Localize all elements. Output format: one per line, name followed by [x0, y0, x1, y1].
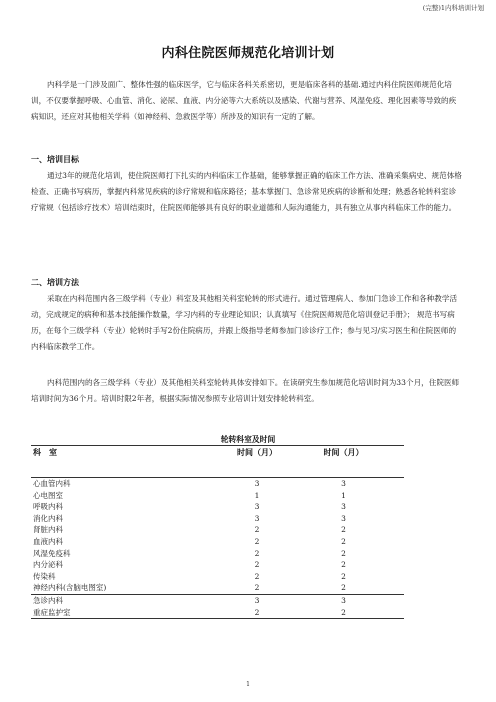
- cell-department: 血液内科: [33, 536, 63, 546]
- cell-time-1: 2: [231, 607, 283, 619]
- column-header-time-1: 时间（月）: [231, 446, 283, 478]
- cell-time-2: 2: [283, 582, 404, 594]
- methods-paragraph-1: 采取在内科范围内各三级学科（专业）科室及其他相关科室轮转的形式进行。通过管理病人、参加门急诊工作和各种教学活动，完成规定的病种和基本技能操作数量，学习内科的专业理论知识；认真填写《住院医师规范化培训登记手册》； 规范书写病历，在每个三级学科（专业）轮转时手写2份住院病历，并跟上级指导老师参加门诊诊疗工作；参与见习/实习医生和住院医师的内科临床教学工作。: [31, 294, 458, 351]
- table-row: [31, 559, 404, 571]
- table-row: [31, 490, 404, 502]
- cell-time-2: 2: [341, 525, 346, 535]
- table-row: [31, 478, 404, 490]
- cell-time-1: 2: [231, 582, 283, 594]
- cell-time-1: 3: [254, 595, 260, 605]
- goals-paragraph: 通过3年的规范化培训，使住院医师打下扎实的内科临床工作基础，能够掌握正确的临床工作方法、准确采集病史、规范体格检查、正确书写病历，掌握内科常见疾病的诊疗常规和临床路径；基本掌握门、急诊常见疾病的诊断和处理；熟悉各轮转科室诊疗常规（包括诊疗技术）培训结束时，住院医师能够具有良好的职业道德和人际沟通能力，具有独立从事内科临床工作的能力。: [31, 171, 462, 212]
- table-row: [31, 513, 404, 525]
- page-header: (完整)1内科培训计划: [422, 4, 484, 12]
- cell-time-1: 2: [254, 571, 260, 581]
- table-row: [31, 571, 404, 583]
- table-row: [31, 548, 404, 560]
- cell-time-1: 2: [254, 536, 260, 546]
- cell-time-2: 2: [341, 548, 346, 558]
- cell-time-1: 3: [254, 479, 260, 488]
- table-header-row: [31, 446, 404, 478]
- cell-time-1: 2: [254, 560, 260, 570]
- cell-department: 急诊内科: [33, 595, 63, 605]
- cell-time-1: 2: [254, 548, 260, 558]
- cell-time-1: 3: [254, 502, 260, 512]
- cell-department: 心电图室: [33, 490, 63, 500]
- cell-time-1: 3: [254, 513, 260, 523]
- cell-department: 神经内科(含脑电图室): [31, 582, 231, 594]
- table-row: [31, 594, 404, 606]
- table-row: [31, 607, 404, 619]
- table-title: 轮转科室及时间: [220, 435, 276, 444]
- table-body: [31, 478, 404, 619]
- section-heading-goals: 一、培训目标: [31, 155, 79, 164]
- cell-time-2: 3: [341, 479, 346, 488]
- cell-time-2: 2: [283, 607, 404, 619]
- cell-time-2: 3: [341, 502, 346, 512]
- cell-time-2: 3: [341, 595, 346, 605]
- cell-time-2: 1: [341, 490, 346, 500]
- intro-paragraph: 内科学是一门涉及面广、整体性强的临床医学，它与临床各科关系密切，更是临床各科的基础.通过内科住院医师规范化培训，不仅要掌握呼吸、心血管、消化、泌尿、血液、内分泌等六大系统以及感染、代谢与营养、风湿免疫、理化因素等导致的疾病知识，还应对其他相关学科（如神经科、急救医学等）所涉及的知识有一定的了解。: [31, 80, 457, 121]
- cell-time-1: 2: [254, 525, 260, 535]
- column-header-department: 科 室: [31, 446, 231, 478]
- page-number: 1: [246, 681, 250, 688]
- table-row: [31, 582, 404, 594]
- table-row: [31, 501, 404, 513]
- methods-paragraph-2: 内科范围内的各三级学科（专业）及其他相关科室轮转具体安排如下。在读研究生参加规范化培训时间为33个月，住院医师培训时间为36个月。培训时限2年者，根据实际情况参照专业培训计划安排轮转科室。: [31, 378, 460, 403]
- cell-time-2: 2: [341, 536, 346, 546]
- cell-time-1: 1: [254, 490, 260, 500]
- cell-department: 肾脏内科: [33, 525, 63, 535]
- cell-department: 风湿免疫科: [33, 548, 71, 558]
- cell-department: 消化内科: [33, 513, 63, 523]
- column-header-time-2: 时间（月）: [283, 446, 404, 478]
- table-row: [31, 536, 404, 548]
- cell-time-2: 3: [341, 513, 346, 523]
- document-title: 内科住院医师规范化培训计划: [161, 46, 335, 61]
- table-row: [31, 524, 404, 536]
- cell-department: 传染科: [33, 571, 56, 581]
- cell-department: 心血管内科: [33, 479, 71, 488]
- rotation-table: [31, 445, 404, 619]
- cell-department: 重症监护室: [31, 607, 231, 619]
- cell-time-2: 2: [341, 560, 346, 570]
- cell-department: 内分泌科: [33, 560, 63, 570]
- section-heading-methods: 二、培训方法: [31, 278, 79, 287]
- cell-department: 呼吸内科: [33, 502, 63, 512]
- cell-time-2: 2: [341, 571, 346, 581]
